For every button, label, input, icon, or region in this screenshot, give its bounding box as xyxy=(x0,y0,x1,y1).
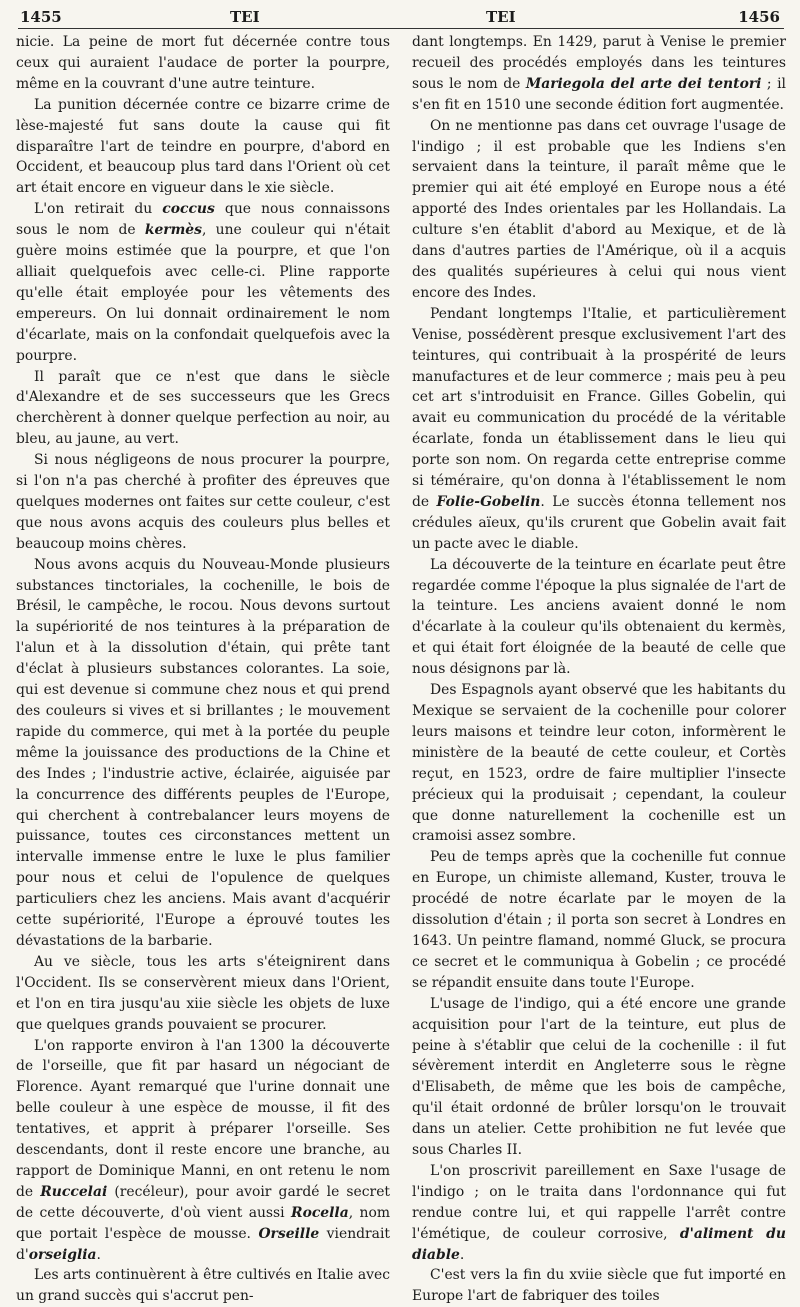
page-number-left: 1455 xyxy=(20,8,62,26)
paragraph: La punition décernée contre ce bizarre crime de lèse-majesté fut sans doute la cause qui fit disparaître l'art de teindre en pourpre, d'abord en Occident, et beaucoup plus tard dans l'Orient où cet art était encore en vigueur dans le xie siècle. xyxy=(16,96,390,197)
header-rule xyxy=(18,28,784,29)
paragraph: On ne mentionne pas dans cet ouvrage l'usage de l'indigo ; il est probable que les Indiens s'en servaient dans la teinture, il paraît même que le premier qui ait été employé en Europe nous a été apporté des Indes orientales par les Hollandais. La culture s'en établit d'abord au Mexique, et de là dans d'autres parties de l'Amérique, où il a acquis des qualités supérieures à celui qui nous vient encore des Indes. xyxy=(412,117,786,301)
term-orseille: Orseille xyxy=(258,1225,320,1242)
term-coccus: coccus xyxy=(162,201,215,218)
paragraph: dant longtemps. En 1429, parut à Venise le premier recueil des procédés employés dans les teintures sous le nom de Mariegola del arte dei tentori ; il s'en fit en 1510 une seconde édition fort augmentée. xyxy=(412,34,787,113)
right-column xyxy=(412,32,786,1307)
paragraph: Peu de temps après que la cochenille fut connue en Europe, un chimiste allemand, Kuster, trouva le procédé de notre écarlate par le moyen de la dissolution d'étain ; il porta son secret à Londres en 1643. Un peintre flamand, nommé Gluck, se procura ce secret et le communiqua à Gobelin ; ce procédé se répandit ensuite dans toute l'Europe. xyxy=(412,849,786,991)
paragraph: nicie. La peine de mort fut décernée contre tous ceux qui auraient l'audace de porter la pourpre, même en la couvrant d'une autre teinture. xyxy=(16,34,390,92)
paragraph: L'on retirait du coccus que nous connaissons sous le nom de kermès, une couleur qui n'était guère moins estimée que la pourpre, et que l'on alliait quelquefois avec celle-ci. Pline rapporte qu'elle était employée pour les vêtements des empereurs. On lui donnait ordinairement le nom d'écarlate, mais on la confondait quelquefois avec la pourpre. xyxy=(16,201,390,364)
term-orseiglia: orseiglia xyxy=(28,1246,97,1263)
paragraph: L'on proscrivit pareillement en Saxe l'usage de l'indigo ; on le traita dans l'ordonnance qui fut rendue contre lui, et qui rappelle l'arrêt contre l'émétique, de couleur corrosive, d'aliment du diable. xyxy=(412,1162,786,1263)
term-rocella: Rocella xyxy=(291,1204,349,1221)
term-kermes: kermès xyxy=(144,222,202,239)
page-number-right: 1456 xyxy=(738,8,780,26)
text-columns xyxy=(16,32,786,1307)
paragraph: Si nous négligeons de nous procurer la pourpre, si l'on n'a pas cherché à profiter des épreuves que quelques modernes ont faites sur cette couleur, c'est que nous avons acquis des couleurs plus belles et beaucoup moins chères. xyxy=(16,452,390,552)
running-title-right: TEI xyxy=(486,8,516,26)
paragraph: L'on rapporte environ à l'an 1300 la découverte de l'orseille, que fit par hasard un négociant de Florence. Ayant remarqué que l'urine donnait une belle couleur à une espèce de mousse, il fit des tentatives, et apprit à préparer l'orseille. Ses descendants, dont il reste encore une branche, au rapport de Dominique Manni, en ont retenu le nom de Ruccelai (recéleur), pour avoir gardé le secret de cette découverte, d'où vient aussi Rocella, nom que portait l'espèce de mousse. Orseille viendrait d'orseiglia. xyxy=(16,1037,391,1263)
term-mariegola: Mariegola del arte dei tentori xyxy=(525,75,762,92)
paragraph: La découverte de la teinture en écarlate peut être regardée comme l'époque la plus signalée de l'art de la teinture. Les anciens avaient donné le nom d'écarlate à la couleur qu'ils obtenaient du kermès, et qui était fort éloignée de la beauté de celle que nous désignons par là. xyxy=(412,556,786,678)
running-title-left: TEI xyxy=(230,8,260,26)
paragraph: Les arts continuèrent à être cultivés en Italie avec un grand succès qui s'accrut pen- xyxy=(16,1267,390,1305)
term-ruccelai: Ruccelai xyxy=(40,1183,108,1200)
page-header xyxy=(16,4,786,30)
paragraph: Pendant longtemps l'Italie, et particulièrement Venise, possédèrent presque exclusivement l'art des teintures, qui contribuait à la prospérité de leurs manufactures et de leur commerce ; mais peu à peu cet art s'introduisit en France. Gilles Gobelin, qui avait eu communication du procédé de la véritable écarlate, fonda un établissement dans le lieu qui porte son nom. On regarda cette entreprise comme si téméraire, qu'on donna à l'établissement le nom de Folie-Gobelin. Le succès étonna tellement nos crédules aïeux, qu'ils crurent que Gobelin avait fait un pacte avec le diable. xyxy=(412,305,786,552)
term-aliment-du-diable: d'aliment du diable xyxy=(412,1225,786,1263)
paragraph: Des Espagnols ayant observé que les habitants du Mexique se servaient de la cochenille pour colorer leurs maisons et teindre leur coton, informèrent le ministère de la beauté de cette couleur, et Cortès reçut, en 1523, ordre de faire multiplier l'insecte précieux qui la produisait ; cependant, la couleur que donne naturellement la cochenille est un cramoisi assez sombre. xyxy=(412,682,786,845)
paragraph: Il paraît que ce n'est que dans le siècle d'Alexandre et de ses successeurs que les Grecs cherchèrent à donner quelque perfection au noir, au bleu, au jaune, au vert. xyxy=(16,368,390,448)
term-folie-gobelin: Folie-Gobelin xyxy=(436,493,541,510)
paragraph: L'usage de l'indigo, qui a été encore une grande acquisition pour l'art de la teinture, eut plus de peine à s'établir que celui de la cochenille : il fut sévèrement interdit en Angleterre sous le règne d'Elisabeth, de même que les bois de campêche, qu'il était ordonné de brûler lorsqu'on le trouvait dans un atelier. Cette prohibition ne fut levée que sous Charles II. xyxy=(412,995,786,1159)
paragraph: Au ve siècle, tous les arts s'éteignirent dans l'Occident. Ils se conservèrent mieux dans l'Orient, et l'on en tira jusqu'au xiie siècle les objets de luxe que quelques grands pouvaient se procurer. xyxy=(16,953,390,1033)
paragraph: Nous avons acquis du Nouveau-Monde plusieurs substances tinctoriales, la cochenille, le bois de Brésil, le campêche, le rocou. Nous devons surtout la supériorité de nos teintures à la préparation de l'alun et à la dissolution d'étain, qui prête tant d'éclat à plusieurs substances colorantes. La soie, qui est devenue si commune chez nous et qui prend des couleurs si vives et si brillantes ; le mouvement rapide du commerce, qui met à la portée du peuple même la jouissance des productions de la Chine et des Indes ; l'industrie active, éclairée, aiguisée par la concurrence des différents peuples de l'Europe, qui cherchent à contrebalancer leurs moyens de puissance, toutes ces circonstances mettent un intervalle immense entre le luxe le plus familier pour nous et celui de l'opulence de quelques particuliers chez les anciens. Mais avant d'acquérir cette supériorité, l'Europe a éprouvé toutes les dévastations de la barbarie. xyxy=(16,556,390,949)
left-column xyxy=(16,32,390,1307)
paragraph: C'est vers la fin du xviie siècle que fut importé en Europe l'art de fabriquer des toiles xyxy=(412,1267,786,1305)
